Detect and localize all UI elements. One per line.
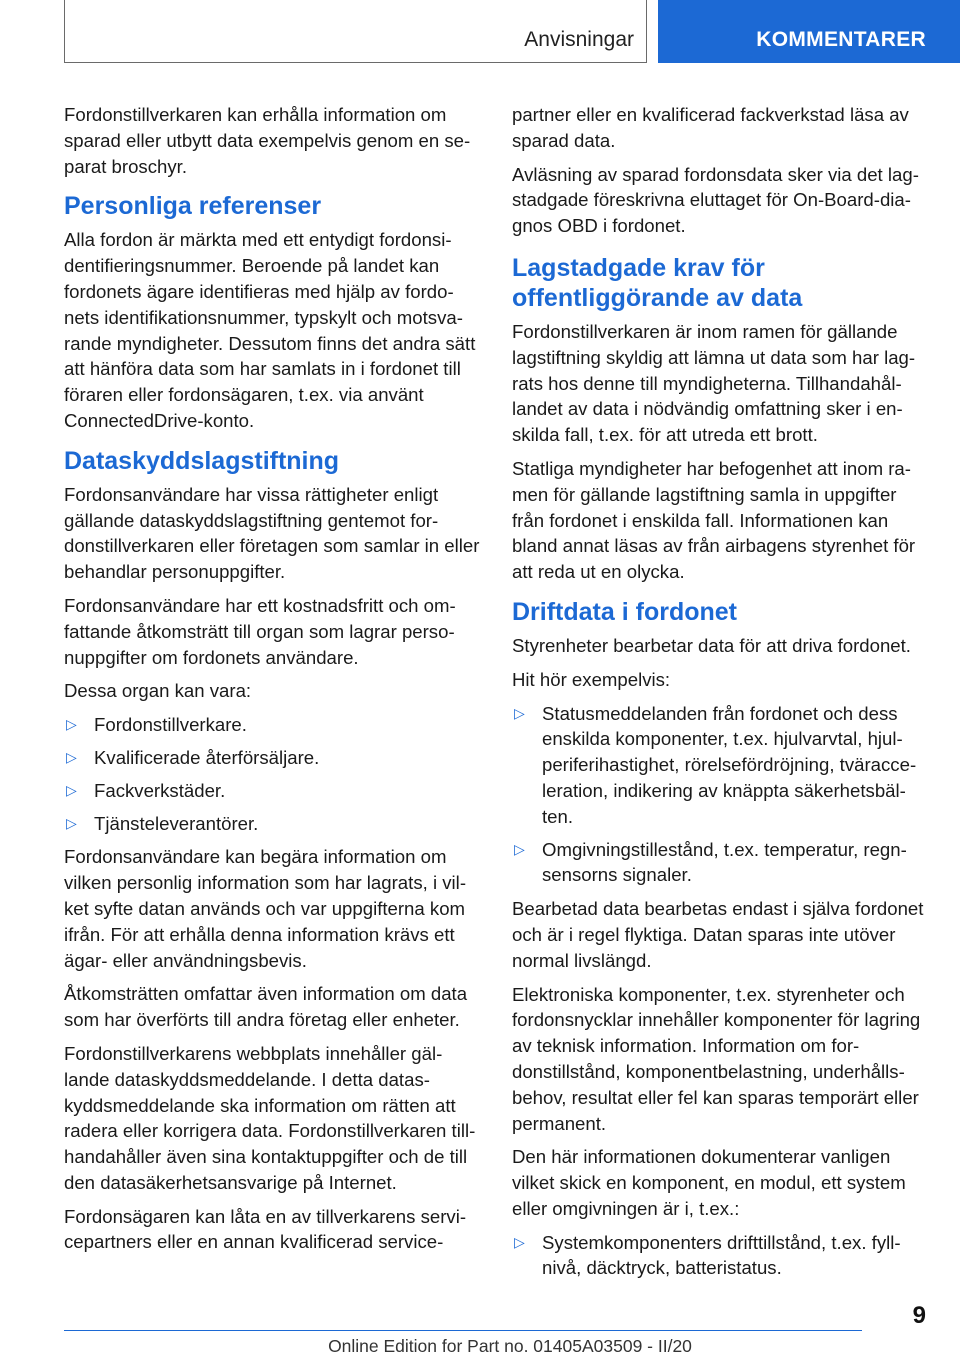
- triangle-bullet-icon: ▷: [514, 1233, 525, 1250]
- triangle-bullet-icon: ▷: [514, 840, 525, 857]
- list-item-text: Omgivningstillestånd, t.ex. temperatur, regnsensorns signaler.: [542, 838, 907, 886]
- paragraph: Fordonsanvändare kan begära information om vilken personlig information som har lagrats, i vilket syfte datan används och var uppgifterna kom ifrån. För att erhålla denna information krävs ett ägar- eller användningsbevis.: [64, 846, 467, 971]
- tab-anvisningar-label: Anvisningar: [524, 28, 634, 51]
- tab-anvisningar[interactable]: [64, 0, 647, 63]
- paragraph: Dessa organ kan vara:: [64, 680, 252, 702]
- paragraph: Fordonsanvändare har vissa rättigheter enligt gällande dataskyddslagstiftning gentemot fordonstillverkaren eller företagen som samlar in eller behandlar personuppgifter.: [64, 483, 480, 583]
- list-item-text: Tjänsteleverantörer.: [94, 812, 259, 834]
- list-item-text: Kvalificerade återförsäljare.: [94, 746, 320, 768]
- right-column: [512, 102, 928, 1289]
- footer-divider: [64, 1330, 862, 1331]
- page-header: [0, 0, 960, 70]
- tab-kommentarer[interactable]: [658, 0, 960, 63]
- list-item: [64, 745, 480, 771]
- heading-dataskyddslagstiftning: Dataskyddslagstiftning: [64, 446, 340, 475]
- paragraph: Fordonsanvändare har ett kostnadsfritt och omfattande åtkomsträtt till organ som lagrar personuppgifter om fordonets användare.: [64, 594, 456, 668]
- list-item-text: Fackverkstäder.: [94, 779, 226, 801]
- bullet-list: [512, 1230, 928, 1282]
- paragraph: Styrenheter bearbetar data för att driva fordonet.: [512, 634, 911, 656]
- paragraph: Avläsning av sparad fordonsdata sker via det lagstadgade föreskrivna eluttaget för On-Board-diagnos OBD i fordonet.: [512, 163, 919, 237]
- tab-kommentarer-label: KOMMENTARER: [756, 28, 926, 51]
- paragraph: Bearbetad data bearbetas endast i själva fordonet och är i regel flyktiga. Datan sparas inte utöver normal livslängd.: [512, 898, 924, 971]
- paragraph: Fordonstillverkaren kan erhålla information om sparad eller utbytt data exempelvis genom en separat broschyr.: [64, 104, 471, 177]
- paragraph: Elektroniska komponenter, t.ex. styrenheter och fordonsnycklar innehåller komponenter för lagring av teknisk information. Information om fordonstillstånd, komponentbelastning, underhållsbehov, resultat eller fel kan sparas temporärt eller permanent.: [512, 983, 921, 1134]
- list-item: [64, 811, 480, 837]
- triangle-bullet-icon: ▷: [66, 748, 77, 765]
- paragraph: partner eller en kvalificerad fackverkstad läsa av sparad data.: [512, 104, 909, 151]
- paragraph: Den här informationen dokumenterar vanligen vilket skick en komponent, en modul, ett system eller omgivningen är i, t.ex.:: [512, 1146, 906, 1219]
- bullet-list: [64, 712, 480, 836]
- triangle-bullet-icon: ▷: [514, 704, 525, 721]
- paragraph: Alla fordon är märkta med ett entydigt fordonsidentifieringsnummer. Beroende på landet kan fordonets ägare identifieras med hjälp av fordonets identifikationsnummer, typskylt och motsvarande myndigheter. Dessutom finns det andra sätt att hänföra data som har samlats in i fordonet till föraren eller fordonsägaren, t.ex. via använt ConnectedDrive-konto.: [64, 229, 476, 431]
- paragraph: Åtkomsträtten omfattar även information om data som har överförts till andra företag eller enheter.: [64, 983, 468, 1031]
- list-item: [64, 712, 480, 738]
- heading-lagstadgade-krav: Lagstadgade krav för offentliggörande av data: [512, 253, 803, 312]
- footer-edition: Online Edition for Part no. 01405A03509 - II/20: [328, 1336, 692, 1356]
- list-item: [512, 1230, 928, 1282]
- heading-personliga-referenser: Personliga referenser: [64, 192, 322, 221]
- heading-driftdata: Driftdata i fordonet: [512, 597, 737, 626]
- list-item: [512, 837, 928, 889]
- triangle-bullet-icon: ▷: [66, 781, 77, 798]
- paragraph: Fordonstillverkarens webbplats innehåller gällande dataskyddsmeddelande. I detta dataskyddsmeddelande ska information om rätten att radera eller korrigera data. Fordonstillverkaren tillhandahåller även sina kontaktuppgifter och de till den datasäkerhetsansvarige på Internet.: [64, 1042, 476, 1193]
- triangle-bullet-icon: ▷: [66, 716, 77, 733]
- list-item: [512, 701, 928, 830]
- list-item: [64, 778, 480, 804]
- bullet-list: [512, 701, 928, 889]
- paragraph: Statliga myndigheter har befogenhet att inom ramen för gällande lagstiftning samla in uppgifter från fordonet i enskilda fall. Informationen kan bland annat läsas av från airbagens styrenhet för att reda ut en olycka.: [512, 457, 916, 583]
- list-item-text: Systemkomponenters drifttillstånd, t.ex. fyllnivå, däcktryck, batteristatus.: [542, 1231, 901, 1279]
- left-column: [64, 102, 480, 1263]
- page-number: 9: [912, 1302, 926, 1329]
- list-item-text: Statusmeddelanden från fordonet och dess enskilda komponenter, t.ex. hjulvarvtal, hjulperiferihastighet, rörelsefördröjning, tväracceleration, indikering av knäppta säkerhetsbälten.: [542, 702, 917, 827]
- paragraph: Fordonstillverkaren är inom ramen för gällande lagstiftning skyldig att lämna ut data som har lagrats hos denne till myndigheterna. Tillhandahållandet av data i nödvändig omfattning sker i enskilda fall, t.ex. för att utreda ett brott.: [512, 320, 916, 446]
- paragraph: Fordonsägaren kan låta en av tillverkarens servicepartners eller en annan kvalificerad service-: [64, 1205, 467, 1253]
- paragraph: Hit hör exempelvis:: [512, 668, 671, 690]
- list-item-text: Fordonstillverkare.: [94, 714, 247, 736]
- triangle-bullet-icon: ▷: [66, 814, 77, 831]
